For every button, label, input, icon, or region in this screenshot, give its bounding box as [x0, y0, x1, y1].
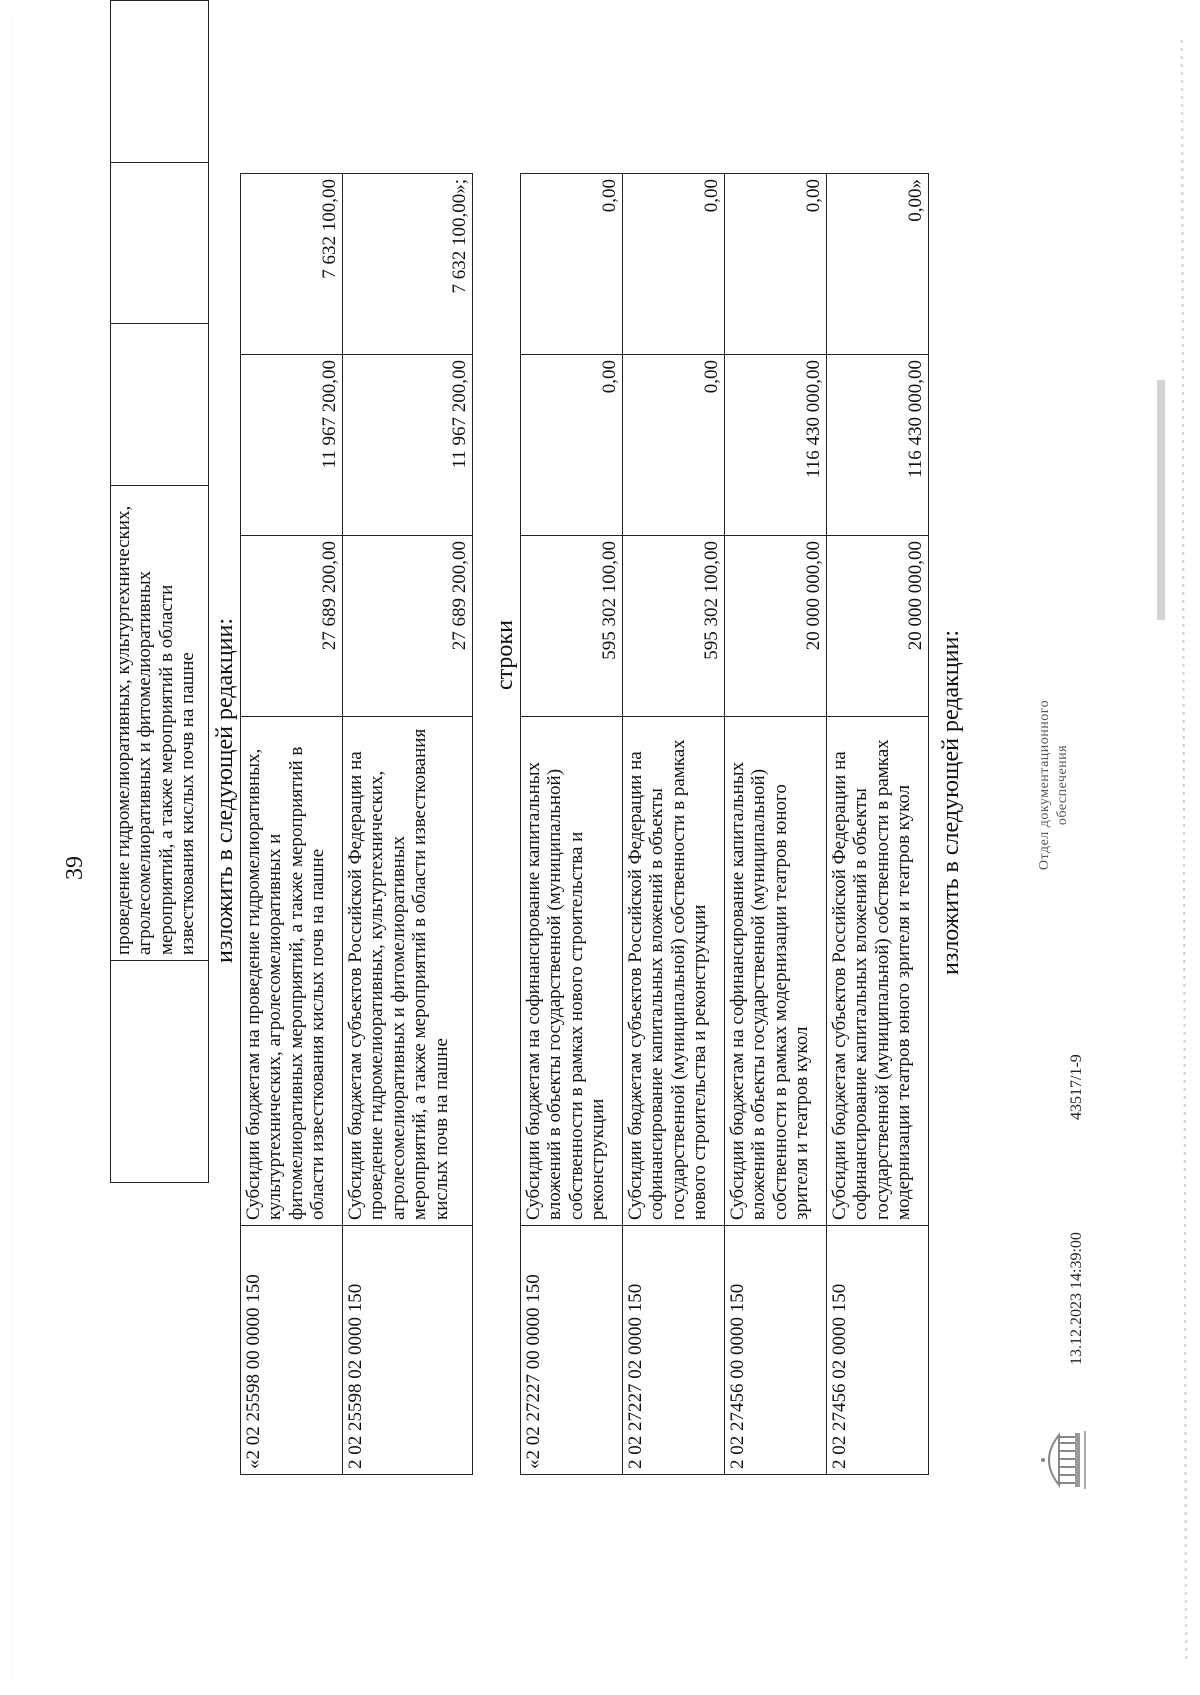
table-row [111, 1, 209, 1183]
budget-code-cell: 2 02 25598 02 0000 150 [343, 1226, 473, 1475]
amount-2026-cell: 0,00 [725, 174, 827, 355]
description-cell: Субсидии бюджетам субъектов Российской Федерации на софинансирование капитальных вложений в объекты государственной (муниципальной) собственности в рамках модернизации театров юного зрителя и театров кукол [827, 717, 929, 1226]
budget-code-cell: «2 02 25598 00 0000 150 [241, 1226, 343, 1475]
instruction-text-2: строки [492, 620, 518, 690]
description-cell: Субсидии бюджетам субъектов Российской Федерации на софинансирование капитальных вложений в объекты государственной (муниципальной) собственности в рамках нового строительства и реконструкции [623, 717, 725, 1226]
amount-2025-cell [111, 162, 209, 324]
budget-code-cell [111, 961, 209, 1183]
amount-2024-cell: 20 000 000,00 [827, 536, 929, 717]
budget-code-cell: 2 02 27227 02 0000 150 [623, 1226, 725, 1475]
budget-code-cell: «2 02 27227 00 0000 150 [521, 1226, 623, 1475]
amount-2025-cell: 11 967 200,00 [241, 355, 343, 536]
amount-2026-cell: 0,00» [827, 174, 929, 355]
amount-2025-cell: 0,00 [521, 355, 623, 536]
page-number: 39 [62, 856, 88, 880]
footer-timestamp: 13.12.2023 14:39:00 [1068, 1232, 1085, 1365]
footer-doc-number: 43517/1-9 [1068, 1054, 1085, 1120]
table-row [623, 174, 725, 1475]
instruction-text-1: изложить в следующей редакции: [212, 617, 238, 963]
amount-2024-cell: 27 689 200,00 [241, 536, 343, 717]
amount-2026-cell: 7 632 100,00»; [343, 174, 473, 355]
table-fragment-top [110, 0, 209, 1183]
amount-2025-cell: 116 430 000,00 [725, 355, 827, 536]
amount-2024-cell: 27 689 200,00 [343, 536, 473, 717]
budget-code-cell: 2 02 27456 02 0000 150 [827, 1226, 929, 1475]
amount-2024-cell: 20 000 000,00 [725, 536, 827, 717]
duma-logo [1035, 1425, 1095, 1495]
instruction-text-3: изложить в следующей редакции: [938, 629, 964, 975]
description-cell: Субсидии бюджетам на софинансирование капитальных вложений в объекты государственной (муниципальной) собственности в рамках нового строительства и реконструкции [521, 717, 623, 1226]
stamp-line-2: обеспечения [1055, 744, 1071, 826]
amount-2026-cell [111, 1, 209, 163]
table-replacement-25598 [240, 173, 473, 1475]
description-cell: Субсидии бюджетам субъектов Российской Федерации на проведение гидромелиоративных, культуртехнических, агролесомелиоративных и фитомелиоративных мероприятий, а также мероприятий в области известкования кислых почв на пашне [343, 717, 473, 1226]
table-row [827, 174, 929, 1475]
amount-2024-cell: 595 302 100,00 [623, 536, 725, 717]
amount-2024-cell: 595 302 100,00 [521, 536, 623, 717]
table-row [343, 174, 473, 1475]
table-rows-27227-27456 [520, 173, 929, 1475]
table-row [521, 174, 623, 1475]
stamp-line-1: Отдел документационного [1037, 699, 1052, 871]
description-cell: проведение гидромелиоративных, культуртехнических, агролесомелиоративных и фитомелиоративных мероприятий, а также мероприятий в области известкования кислых почв на пашне [111, 486, 209, 961]
description-cell: Субсидии бюджетам на софинансирование капитальных вложений в объекты государственной (муниципальной) собственности в рамках модернизации театров юного зрителя и театров кукол [725, 717, 827, 1226]
amount-2026-cell: 0,00 [521, 174, 623, 355]
amount-2025-cell: 0,00 [623, 355, 725, 536]
amount-2024-cell [111, 324, 209, 486]
department-stamp [1036, 655, 1072, 915]
amount-2025-cell: 11 967 200,00 [343, 355, 473, 536]
amount-2026-cell: 7 632 100,00 [241, 174, 343, 355]
table-row [241, 174, 343, 1475]
amount-2026-cell: 0,00 [623, 174, 725, 355]
description-cell: Субсидии бюджетам на проведение гидромелиоративных, культуртехнических, агролесомелиоративных и фитомелиоративных мероприятий, а также мероприятий в области известкования кислых почв на пашне [241, 717, 343, 1226]
table-row [725, 174, 827, 1475]
amount-2025-cell: 116 430 000,00 [827, 355, 929, 536]
budget-code-cell: 2 02 27456 00 0000 150 [725, 1226, 827, 1475]
